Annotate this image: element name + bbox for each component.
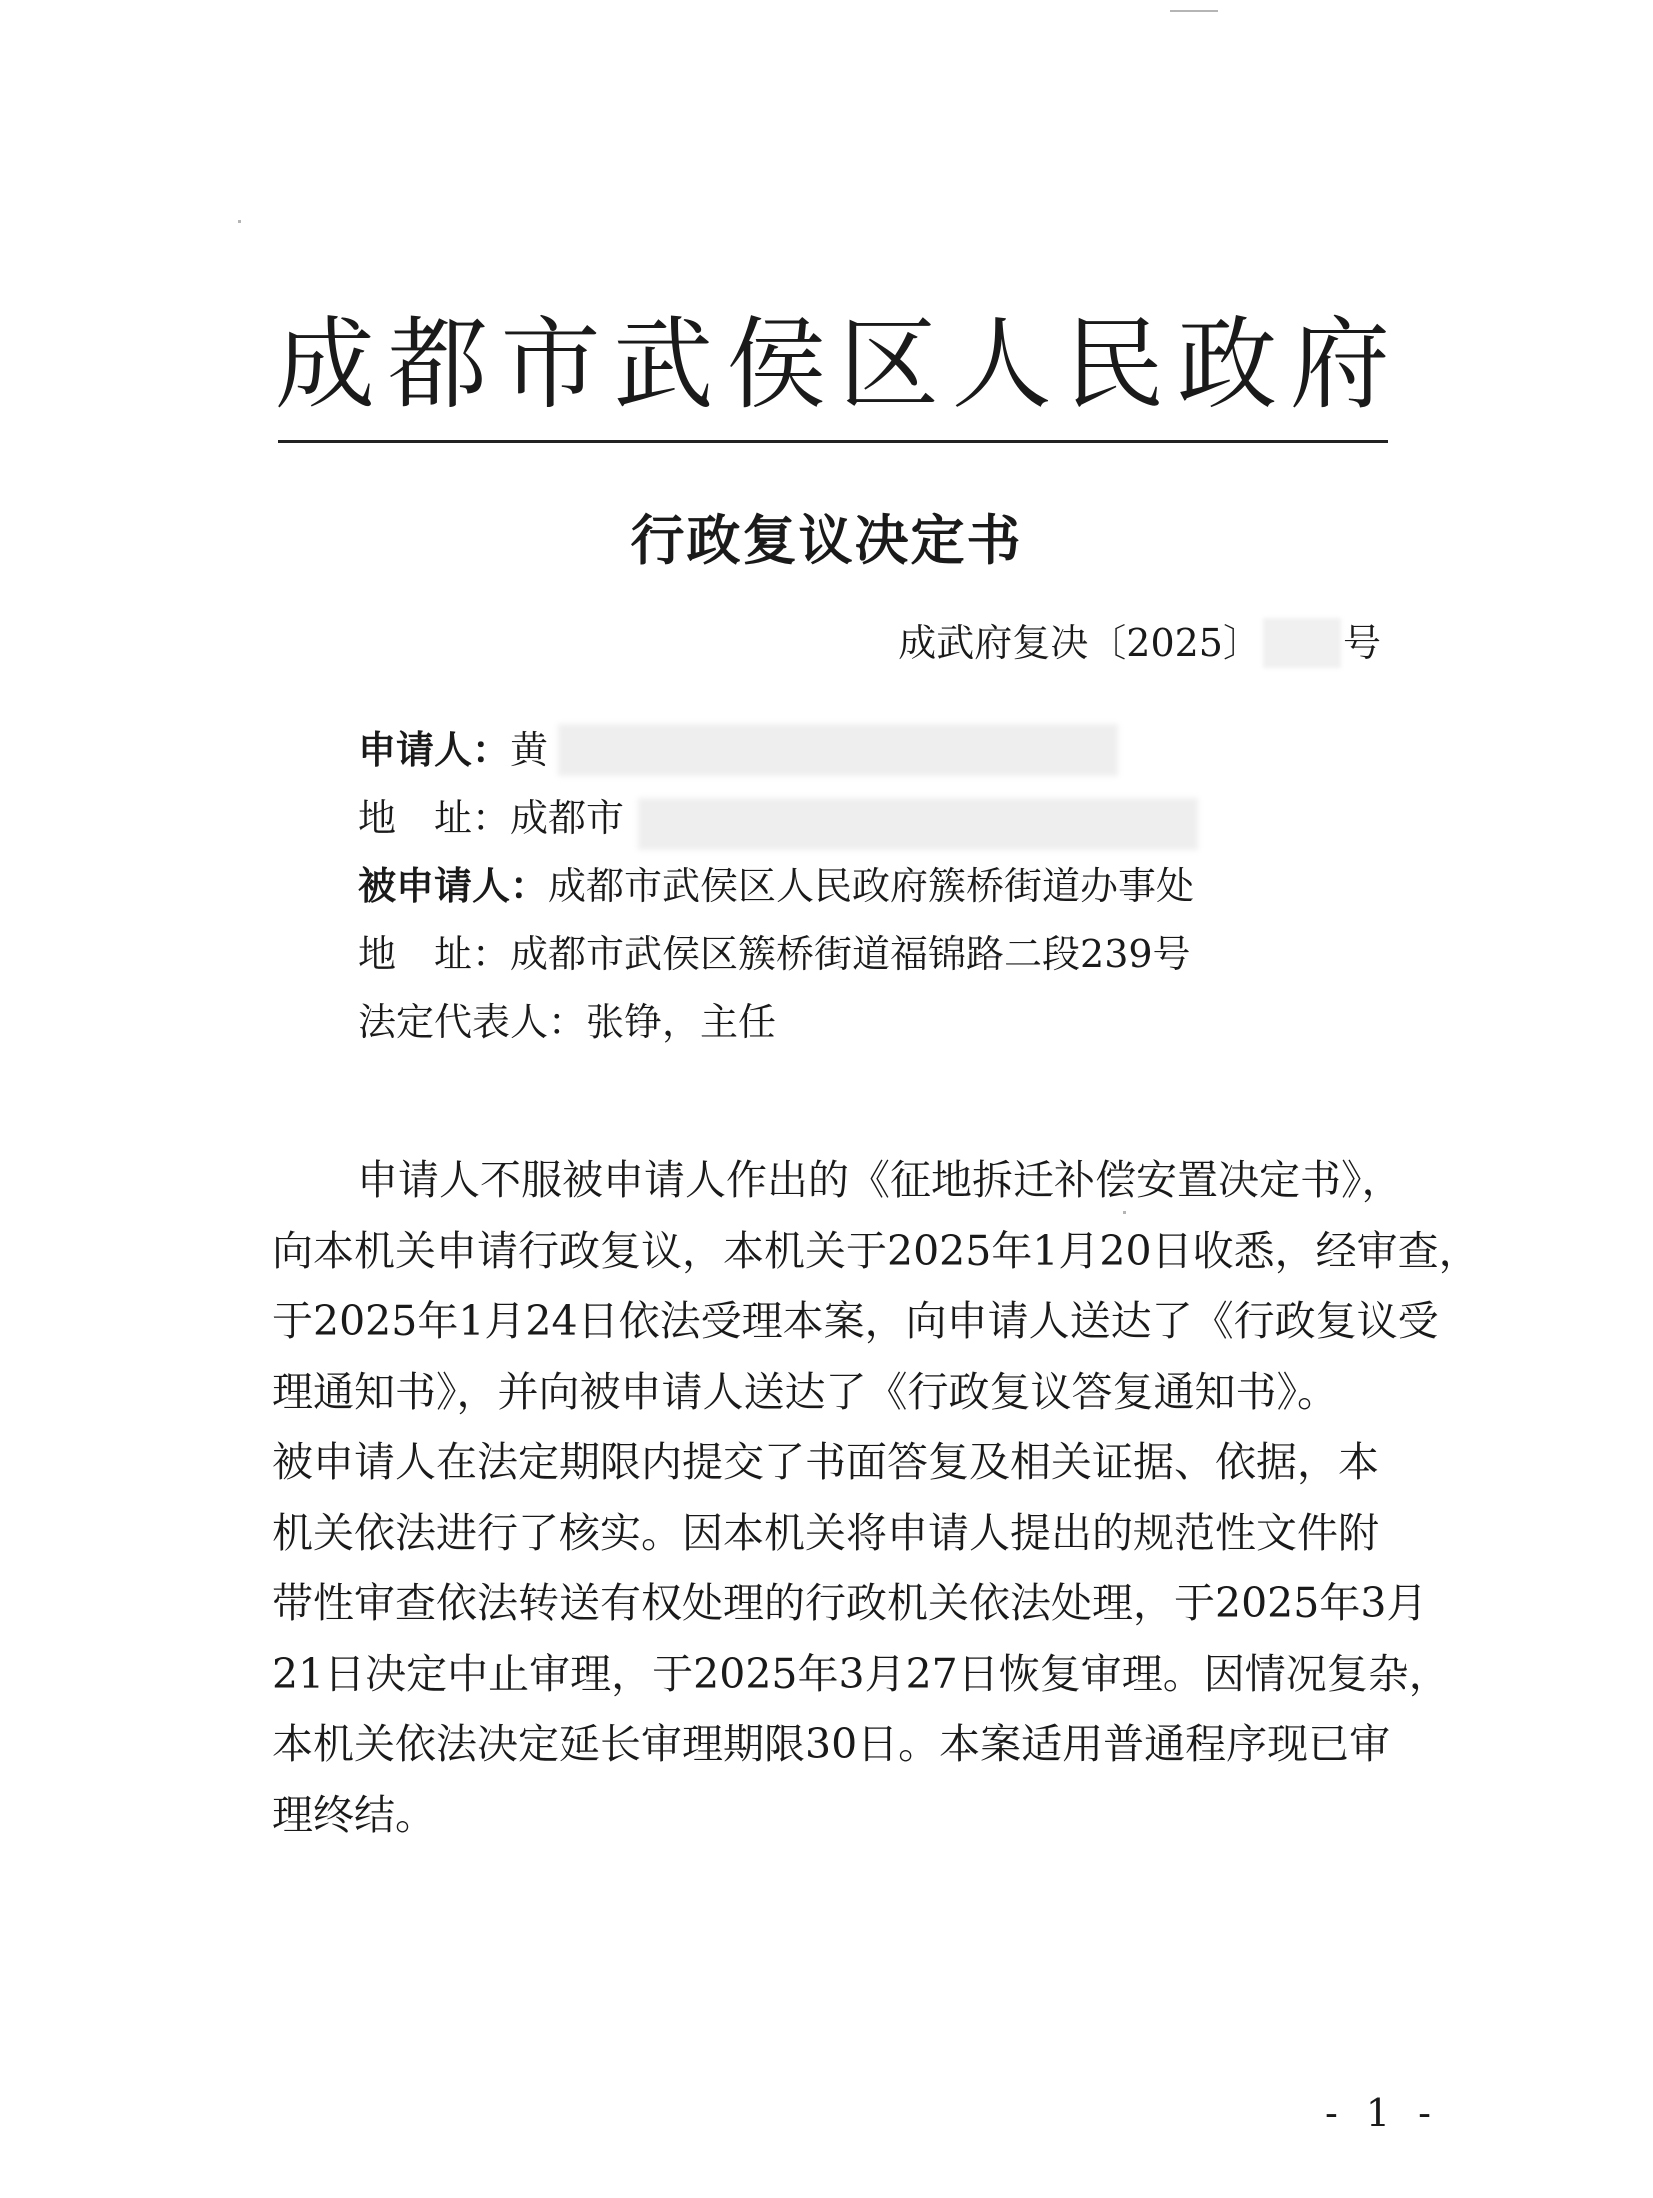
- header-divider: [278, 440, 1388, 443]
- page-number: - 1 -: [1325, 2091, 1440, 2135]
- legal-rep-label: 法定代表人：: [358, 1000, 587, 1044]
- paragraph-line: 本机关依法决定延长审理期限30日。本案适用普通程序现已审: [272, 1720, 1391, 1768]
- respondent-address-label: 地 址：: [358, 932, 511, 976]
- authority-char: 市: [500, 306, 601, 423]
- paragraph-line: 于2025年1月24日依法受理本案，向申请人送达了《行政复议受: [272, 1297, 1439, 1345]
- scan-speck: [1123, 1211, 1126, 1214]
- body-paragraph: [272, 1145, 1480, 1850]
- paragraph-line: 带性审查依法转送有权处理的行政机关依法处理，于2025年3月: [272, 1579, 1428, 1627]
- paragraph-line: 机关依法进行了核实。因本机关将申请人提出的规范性文件附: [272, 1508, 1379, 1557]
- authority-char: 政: [1177, 306, 1278, 423]
- applicant-label: 申请人：: [358, 727, 511, 772]
- applicant-address-line: [358, 790, 624, 846]
- document-number-suffix: 号: [1342, 621, 1381, 665]
- authority-char: 区: [838, 306, 939, 423]
- respondent-line: [358, 858, 1194, 914]
- document-number: [898, 615, 1381, 671]
- authority-char: 民: [1064, 306, 1165, 423]
- respondent-name: 成都市武侯区人民政府簇桥街道办事处: [548, 864, 1195, 908]
- applicant-line: [358, 722, 548, 778]
- respondent-address: 成都市武侯区簇桥街道福锦路二段239号: [510, 932, 1191, 976]
- respondent-address-line: [358, 926, 1191, 982]
- respondent-label: 被申请人：: [358, 863, 549, 908]
- authority-char: 人: [951, 306, 1052, 423]
- redacted-applicant-address: [638, 798, 1198, 850]
- legal-rep: 张铮，主任: [586, 1000, 777, 1044]
- paragraph-line: 被申请人在法定期限内提交了书面答复及相关证据、依据，本: [272, 1438, 1379, 1486]
- redacted-applicant-name: [558, 724, 1118, 776]
- applicant-address: 成都市: [510, 796, 625, 840]
- paragraph-line: 向本机关申请行政复议，本机关于2025年1月20日收悉，经审查，: [272, 1226, 1480, 1275]
- authority-char: 府: [1289, 306, 1390, 423]
- scan-speck: [238, 220, 241, 223]
- authority-char: 武: [613, 306, 714, 423]
- paragraph-line: 理通知书》，并向被申请人送达了《行政复议答复通知书》。: [272, 1367, 1338, 1416]
- document-title: 行政复议决定书: [630, 508, 1023, 572]
- authority-char: 侯: [726, 306, 827, 423]
- issuing-authority-title: [275, 300, 1390, 430]
- legal-representative-line: [358, 994, 776, 1050]
- authority-char: 成: [275, 306, 375, 423]
- applicant-name: 黄: [510, 728, 549, 772]
- scan-speck: [1170, 10, 1218, 12]
- redacted-number: [1263, 618, 1341, 668]
- applicant-address-label: 地 址：: [358, 796, 511, 840]
- authority-char: 都: [387, 306, 488, 423]
- paragraph-line: 申请人不服被申请人作出的《征地拆迁补偿安置决定书》，: [357, 1156, 1403, 1204]
- document-number-prefix: 成武府复决〔2025〕: [898, 621, 1261, 665]
- paragraph-line: 理终结。: [272, 1790, 436, 1839]
- paragraph-line: 21日决定中止审理，于2025年3月27日恢复审理。因情况复杂，: [272, 1649, 1450, 1698]
